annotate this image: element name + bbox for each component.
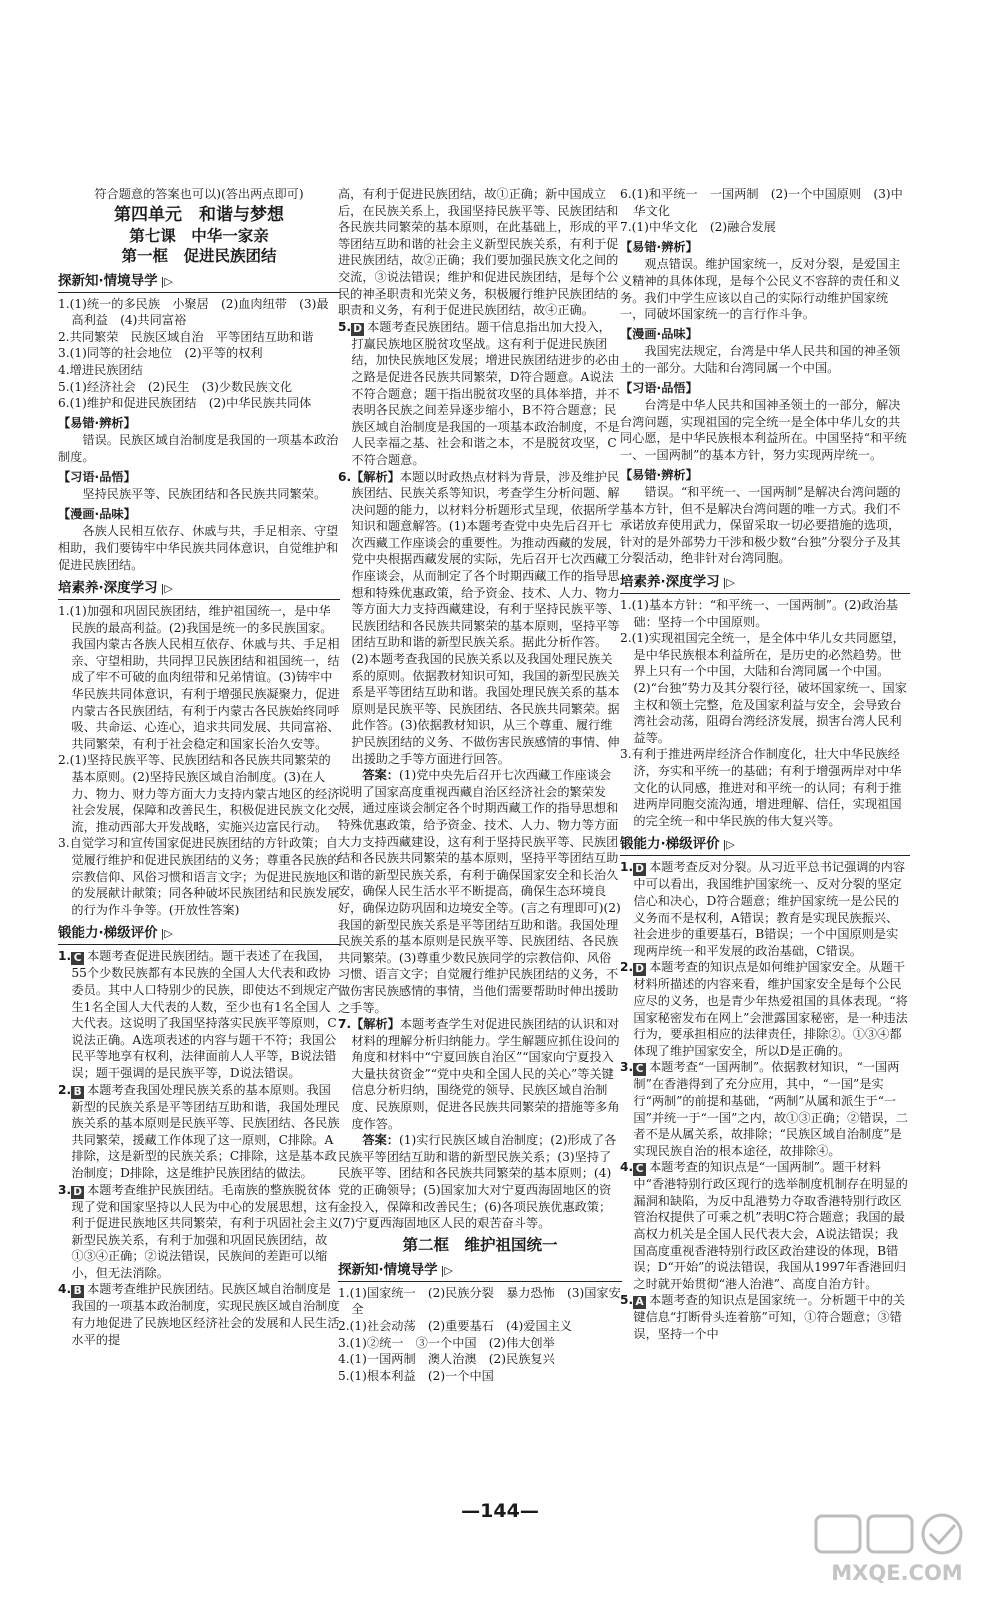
frame2-title: 第二框 维护祖国统一: [402, 1235, 558, 1254]
tag-quote-insight: 【习语·品悟】: [620, 380, 698, 395]
question-analysis: 7.【解析】本题考查学生对促进民族团结的认识和对材料的理解分析归纳能力。学生解题应抓住设问的角度和材料中“宁夏回族自治区”“国家向宁夏投入大量扶贫资金”“党中央和全国人民的关心”等关键信息分析归纳，围绕党的领导、民族区域自治制度、民族原则，促进各民族共同繁荣的措施等多角度作答。: [338, 1017, 620, 1131]
section-header-explore: 探新知·情境导学 |▷: [58, 272, 340, 293]
list-item: 2.(1)实现祖国完全统一，是全体中华儿女共同愿望，是中华民族根本利益所在，是历史的必然趋势。世界上只有一个中国，大陆和台湾同属一个中国。(2)“台独”势力及其分裂行径，破坏国家统一、国家主权和领土完整，危及国家利益与安全，会导致台湾社会动荡，阻碍台湾经济发展，损害台湾人民利益等。: [620, 631, 907, 745]
tag-error-analysis: 【易错·辨析】: [620, 467, 698, 482]
answer-badge: A: [633, 1296, 646, 1309]
watermark-text: MXQE.COM: [831, 1561, 963, 1585]
answer-badge: C: [71, 952, 84, 965]
question-answer: 4. C 本题考查的知识点是“一国两制”。题干材料中“香港特别行政区现行的选举制度机制存在明显的漏洞和缺陷，为反中乱港势力夺取香港特别行政区管治权提供了可乘之机”表明C符合题意；我国的最高权力机关是全国人民代表大会，A说法错误；我国高度重视香港特别行政区政治建设的体现，B错误；D“开始”的说法错误，我国从1997年香港回归之时就开始贯彻“港人治港”、高度自治方针。: [620, 1160, 908, 1291]
question-answer: 2. D 本题考查的知识点是如何维护国家安全。从题干材料所描述的内容来看，维护国家安全是每个公民应尽的义务，也是青少年热爱祖国的具体表现。“将国家秘密发布在网上”会泄露国家秘密，是一种违法行为，要承担相应的法律责任，排除②。①③④都体现了维护国家安全，所以D是正确的。: [620, 960, 908, 1058]
tag-text: 坚持民族平等、民族团结和各民族共同繁荣。: [82, 487, 327, 502]
list-item: 1.(1)基本方针：“和平统一、一国两制”。(2)政治基础：坚持一个中国原则。: [620, 598, 898, 629]
arrow-right-icon: |▷: [160, 582, 173, 596]
list-item: 2.共同繁荣 民族区域自治 平等团结互助和谐: [58, 329, 314, 344]
answer-badge: B: [71, 1086, 84, 1099]
arrow-right-icon: |▷: [722, 838, 735, 852]
list-item: 2.(1)坚持民族平等、民族团结和各民族共同繁荣的基本原则。(2)坚持民族区域自治制度。(3)在人力、物力、财力等方面大力支持内蒙古地区的经济社会发展，保障和改善民生，积极促进民族文化交流，推动西部大开发战略，实施兴边富民行动。: [58, 753, 340, 834]
arrow-right-icon: |▷: [440, 1263, 453, 1277]
tag-text: 我国宪法规定，台湾是中华人民共和国的神圣领土的一部分。大陆和台湾同属一个中国。: [620, 344, 901, 375]
tag-text: 各族人民相互依存、休戚与共，手足相亲、守望相助，我们要铸牢中华民族共同体意识，自觉维护和促进民族团结。: [58, 524, 339, 572]
arrow-right-icon: |▷: [160, 274, 173, 288]
list-item: 3.(1)②统一 ③一个中国 (2)伟大创举: [338, 1335, 555, 1350]
section-header-deep-learning: 培素养·深度学习 |▷: [58, 579, 340, 600]
page-number: —144—: [461, 1500, 539, 1522]
list-item: 1.(1)国家统一 (2)民族分裂 暴力恐怖 (3)国家安全: [338, 1285, 621, 1317]
intro-line: 符合题意的答案也可以)(答出两点即可): [94, 187, 304, 201]
watermark-logo: [812, 1510, 982, 1590]
list-item: 3.自觉学习和宣传国家促进民族团结的方针政策；自觉履行维护和促进民族团结的义务；尊重各民族的宗教信仰、风俗习惯和语言文字；为促进民族地区的发展献计献策；同各种破坏民族团结和民族发展的行为作斗争等。(开放性答案): [58, 836, 340, 917]
section-header-deep-learning: 培素养·深度学习 |▷: [620, 573, 910, 594]
continued-text: 高，有利于促进民族团结，故①正确；新中国成立后，在民族关系上，我国坚持民族平等、民族团结和各民族共同繁荣的基本原则，在此基础上，形成的平等团结互助和谐的社会主义新型民族关系，有利于促进民族团结，故②正确；我们要加强民族文化之间的交流，③说法错误；维护和促进民族团结，是每个公民的神圣职责和光荣义务，积极履行维护民族团结的职责和义务，有利于促进民族团结，故④正确。: [338, 187, 619, 318]
tag-text: 错误。民族区域自治制度是我国的一项基本政治制度。: [58, 433, 339, 464]
answer-badge: D: [633, 863, 646, 876]
list-item: 7.(1)中华文化 (2)融合发展: [620, 220, 776, 235]
answer-badge: B: [71, 1285, 84, 1298]
list-item: 2.(1)社会动荡 (2)重要基石 (4)爱国主义: [338, 1319, 573, 1333]
answer-circle-logo-icon: [816, 1515, 961, 1553]
question-answer: 2. B 本题考查我国处理民族关系的基本原则。我国新型的民族关系是平等团结互助和谐，我国处理民族关系的基本原则是民族平等、民族团结、各民族共同繁荣，援藏工作体现了这一原则，C排除。A排除，这是新型的民族关系；C排除，这是基本政治制度；D排除，这是维护民族团结的做法。: [58, 1082, 340, 1180]
frame-title: 第一框 促进民族团结: [121, 246, 277, 265]
list-item: 4.(1)一国两制 澳人治澳 (2)民族复兴: [338, 1352, 555, 1367]
arrow-right-icon: |▷: [160, 927, 173, 941]
tag-text: 台湾是中华人民共和国神圣领土的一部分，解决台湾问题，实现祖国的完全统一是全体中华儿女的共同心愿，是中华民族根本利益所在。中国坚持“和平统一、一国两制”的基本方针，努力实现两岸统一。: [620, 398, 907, 462]
question-answer: 4. B 本题考查维护民族团结。民族区域自治制度是我国的一项基本政治制度，实现民族区域自治制度有力地促进了民族地区经济社会的发展和人民生活水平的提: [58, 1282, 340, 1347]
column-middle: [338, 186, 622, 1384]
column-left: [58, 186, 340, 1348]
list-item: 5.(1)经济社会 (2)民生 (3)少数民族文化: [58, 379, 293, 394]
tag-comic-taste: 【漫画·品味】: [620, 326, 698, 341]
question-answer-text: 答案：(1)党中央先后召开七次西藏工作座谈会说明了国家高度重视西藏自治区经济社会的繁荣发展，通过座谈会制定各个时期西藏工作的指导思想和特殊优惠政策，给予资金、技术、人力、物力等方面大力支持西藏建设，这有利于坚持民族平等、民族团结和各民族共同繁荣的基本原则，坚持平等团结互助和谐的新型民族关系，有利于确保国家安全和长治久安，确保人民生活水平不断提高，确保生态环境良好，确保边防巩固和边境安全等。(言之有理即可)(2)我国的新型民族关系是平等团结互助和谐。我国处理民族关系的基本原则是民族平等、民族团结、各民族共同繁荣。(3)尊重少数民族同学的宗教信仰、风俗习惯、语言文字；自觉履行维护民族团结的义务，不做伤害民族感情的事情，当他们需要帮助时伸出援助之手等。: [338, 768, 621, 1015]
question-answer-text: 答案：(1)实行民族区域自治制度；(2)形成了各民族平等团结互助和谐的新型民族关系；(3)坚持了民族平等、团结和各民族共同繁荣的基本原则；(4)党的正确领导；(5)国家加大对宁夏西海固地区的资金投入，保障和改善民生；(6)各项民族优惠政策；(7)宁夏西海固地区人民的艰苦奋斗等。: [338, 1133, 617, 1231]
list-item: 3.有利于推进两岸经济合作制度化，壮大中华民族经济，夯实和平统一的基础；有利于增强两岸对中华文化的认同感，推进对和平统一的认同；有利于推进两岸同胞交流沟通，增进理解、信任，实现祖国的完全统一和中华民族的伟大复兴等。: [620, 747, 902, 828]
question-answer: 3. D 本题考查维护民族团结。毛南族的整族脱贫体现了党和国家坚持以人民为中心的发展思想，这有利于促进民族地区共同繁荣，有利于巩固社会主义新型民族关系，有利于加强和巩固民族团结，故①③④正确；②说法错误，民族间的差距可以缩小，但无法消除。: [58, 1182, 340, 1280]
tag-text: 观点错误。维护国家统一，反对分裂，是爱国主义精神的具体体现，是每个公民义不容辞的责任和义务。我们中学生应该以自己的实际行动维护国家统一，同破坏国家统一的言行作斗争。: [620, 257, 901, 322]
list-item: 5.(1)根本利益 (2)一个中国: [338, 1368, 494, 1383]
section-header-evaluation: 锻能力·梯级评价 |▷: [58, 924, 340, 945]
tag-error-analysis: 【易错·辨析】: [58, 415, 136, 430]
tag-error-analysis: 【易错·辨析】: [620, 239, 698, 254]
question-answer: 1. D 本题考查反对分裂。从习近平总书记强调的内容中可以看出，我国维护国家统一、反对分裂的坚定信心和决心，D符合题意；维护国家统一是公民的义务而不是权利，A错误；教育是实现民族振兴、社会进步的重要基石，B错误；一个中国原则是实现两岸统一和平发展的政治基础，C错误。: [620, 860, 906, 958]
list-item: 3.(1)同等的社会地位 (2)平等的权利: [58, 346, 263, 361]
answer-badge: D: [351, 323, 364, 336]
tag-text: 错误。“和平统一、一国两制”是解决台湾问题的基本方针，但不是解决台湾问题的唯一方式。我们不承诺放弃使用武力，保留采取一切必要措施的选项，针对的是外部势力干涉和极少数“台独”分裂分子及其分裂活动，绝非针对台湾同胞。: [620, 485, 901, 566]
list-item: 4.增进民族团结: [58, 362, 143, 377]
column-right: [620, 186, 910, 1343]
question-analysis: 6.【解析】本题以时政热点材料为背景，涉及维护民族团结、民族关系等知识，考查学生分析问题、解决问题的能力，以材料分析题形式呈现，依据所学知识和题意解答。(1)本题考查党中央先后召开七次西藏工作座谈会的重要性。为推动西藏的发展，党中央根据西藏发展的实际，先后召开七次西藏工作座谈会，从而制定了各个时期西藏工作的指导思想和特殊优惠政策，给予资金、技术、人力、物力等方面大力支持西藏建设，有利于坚持民族平等、民族团结和各民族共同繁荣的基本原则，坚持平等团结互助和谐的新型民族关系。据此分析作答。(2)本题考查我国的民族关系以及我国处理民族关系的原则。依据教材知识可知，我国的新型民族关系是平等团结互助和谐。我国处理民族关系的基本原则是民族平等、民族团结、各民族共同繁荣。据此作答。(3)依据教材知识，从三个尊重、履行维护民族团结的义务、不做伤害民族感情的事情、伸出援助之手等方面进行回答。: [338, 469, 620, 766]
question-answer: 5. D 本题考查民族团结。题干信息指出加大投入，打赢民族地区脱贫攻坚战。这有利于促进民族团结，加快民族地区发展；增进民族团结进步的必由之路是促进各民族共同繁荣，D符合题意。A说法不符合题意；题干指出脱贫攻坚的具体举措，并不表明各民族之间差异逐步缩小，B不符合题意；民族区域自治制度是我国的一项基本政治制度，不是人民幸福之基、社会和谐之本，不是脱贫攻坚，C不符合题意。: [338, 319, 620, 467]
answer-badge: D: [633, 963, 646, 976]
lesson-title: 第七课 中华一家亲: [129, 226, 269, 245]
answer-badge: C: [633, 1063, 646, 1076]
arrow-right-icon: |▷: [722, 576, 735, 590]
answer-badge: D: [71, 1186, 84, 1199]
question-answer: 3. C 本题考查“一国两制”。依据教材知识，“一国两制”在香港得到了充分应用，其中，“一国”是实行“两制”的前提和基础，“两制”从属和派生于“一国”并统一于“一国”之内，故①③正确；②错误，二者不是从属关系，故排除；“民族区域自治制度”是实现民族自治的根本途径，故排除④。: [620, 1060, 909, 1158]
question-answer: 5. A 本题考查的知识点是国家统一。分析题干中的关键信息“打断骨头连着筋”可知，①符合题意；③错误，坚持一个中: [620, 1293, 906, 1342]
tag-comic-taste: 【漫画·品味】: [58, 506, 136, 521]
question-answer: 1. C 本题考查促进民族团结。题干表述了在我国，55个少数民族都有本民族的全国人大代表和政协委员。其中人口特别少的民族，即使达不到规定产生1名全国人大代表的人数，至少也有1名全国人大代表。这说明了我国坚持落实民族平等原则，C说法正确。A选项表述的内容与题干不符；我国公民平等地享有权利，法律面前人人平等，B说法错误；题干强调的是民族平等，D说法错误。: [58, 949, 340, 1080]
section-header-explore: 探新知·情境导学 |▷: [338, 1261, 622, 1282]
list-item: 6.(1)和平统一 一国两制 (2)一个中国原则 (3)中华文化: [620, 187, 903, 218]
list-item: 1.(1)加强和巩固民族团结，维护祖国统一，是中华民族的最高利益。(2)我国是统一的多民族国家。我国内蒙古各族人民相互依存、休戚与共、手足相亲、守望相助，共同捍卫民族团结和祖国统一，结成了牢不可破的血肉纽带和兄弟情谊。(3)铸牢中华民族共同体意识，有利于增强民族凝聚力，促进内蒙古各民族团结，有利于内蒙古各民族始终同呼吸、共命运、心连心，追求共同发展、共同富裕、共同繁荣，有利于社会稳定和国家长治久安等。: [58, 604, 340, 751]
list-item: 6.(1)维护和促进民族团结 (2)中华民族共同体: [58, 396, 312, 411]
section-header-evaluation: 锻能力·梯级评价 |▷: [620, 835, 910, 856]
tag-quote-insight: 【习语·品悟】: [58, 469, 136, 484]
answer-badge: C: [633, 1163, 646, 1176]
unit-title: 第四单元 和谐与梦想: [114, 204, 284, 225]
list-item: 1.(1)统一的多民族 小聚居 (2)血肉纽带 (3)最高利益 (4)共同富裕: [58, 296, 329, 328]
